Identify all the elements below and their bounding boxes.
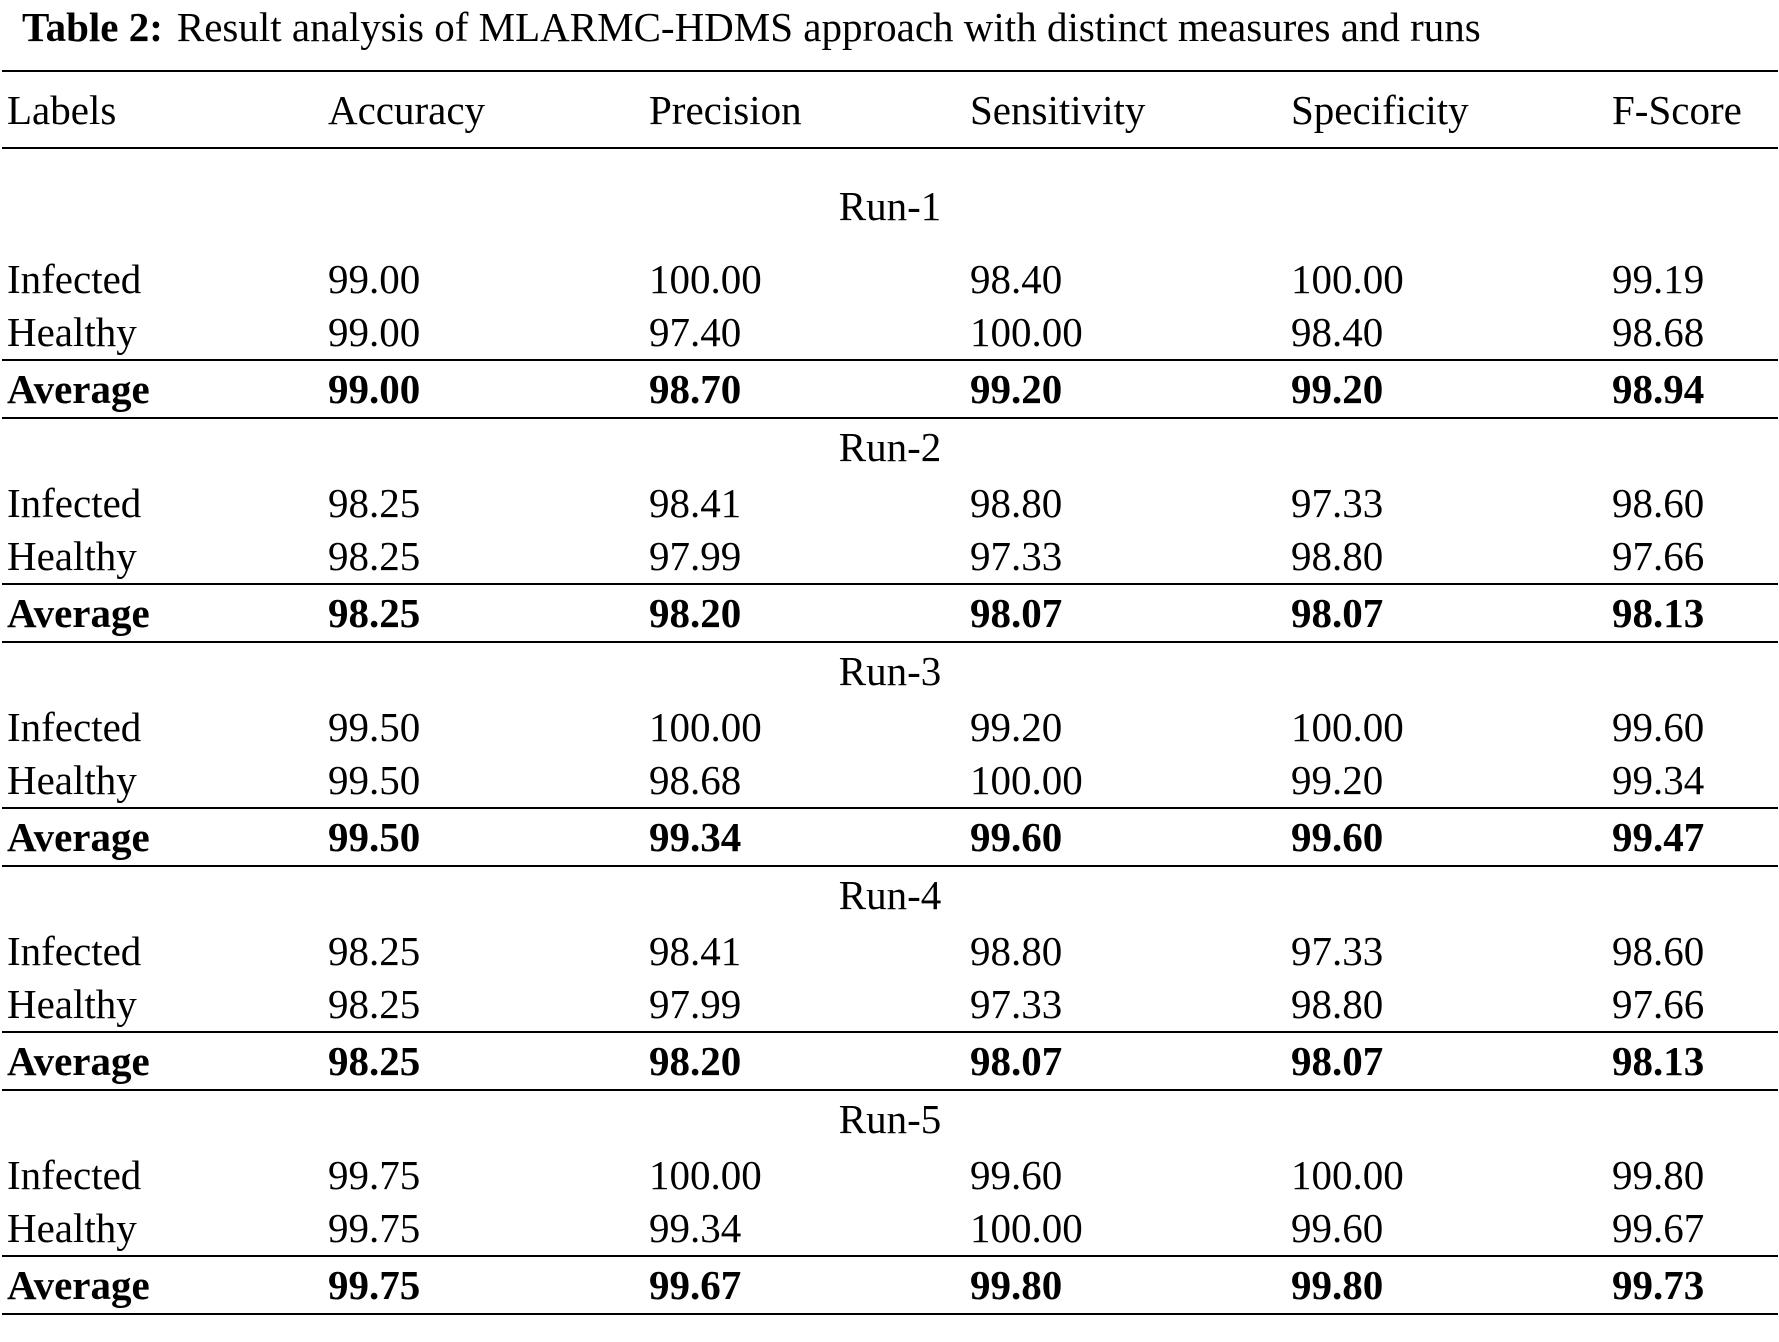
table-row — [2, 1146, 1778, 1201]
cell-specificity: 97.33 — [1291, 479, 1384, 526]
table-row — [2, 922, 1778, 977]
row-label: Healthy — [7, 533, 137, 579]
cell-f-score: 97.66 — [1612, 533, 1705, 579]
results-table — [2, 70, 1778, 1315]
cell-f-score: 98.60 — [1612, 479, 1705, 526]
table-row — [2, 753, 1778, 808]
cell-precision: 99.34 — [644, 808, 965, 866]
cell-precision: 100.00 — [649, 255, 762, 302]
cell-precision: 98.20 — [644, 1032, 965, 1090]
average-row — [2, 1032, 1778, 1090]
cell-precision: 98.68 — [649, 757, 742, 803]
cell-f-score: 98.13 — [1607, 1032, 1778, 1090]
cell-f-score: 99.80 — [1612, 1151, 1705, 1198]
cell-precision: 98.70 — [644, 360, 965, 418]
cell-sensitivity: 98.07 — [965, 1032, 1286, 1090]
cell-precision: 100.00 — [649, 703, 762, 750]
cell-sensitivity: 100.00 — [970, 1205, 1083, 1251]
run-heading: Run-5 — [838, 1095, 942, 1142]
cell-accuracy: 99.00 — [323, 360, 644, 418]
header-labels: Labels — [2, 71, 323, 148]
header-f-score: F-Score — [1607, 71, 1778, 148]
row-label: Average — [2, 1032, 323, 1090]
cell-sensitivity: 98.80 — [970, 927, 1063, 974]
run-heading-row — [2, 1090, 1778, 1146]
cell-specificity: 98.40 — [1291, 309, 1384, 355]
table-row — [2, 529, 1778, 584]
average-row — [2, 360, 1778, 418]
cell-specificity: 100.00 — [1291, 1151, 1404, 1198]
table-row — [2, 698, 1778, 753]
cell-accuracy: 99.75 — [328, 1205, 421, 1251]
table-header-row — [2, 71, 1778, 148]
cell-precision: 97.99 — [649, 533, 742, 579]
run-heading: Run-1 — [838, 182, 942, 229]
table-caption — [22, 2, 1481, 52]
cell-sensitivity: 99.60 — [965, 808, 1286, 866]
cell-specificity: 98.07 — [1286, 584, 1607, 642]
cell-accuracy: 98.25 — [323, 584, 644, 642]
table-body — [2, 148, 1778, 1314]
cell-accuracy: 98.25 — [328, 479, 421, 526]
cell-f-score: 99.60 — [1612, 703, 1705, 750]
row-label: Healthy — [7, 309, 137, 355]
table-row — [2, 1201, 1778, 1256]
cell-precision: 97.40 — [649, 309, 742, 355]
cell-sensitivity: 99.20 — [970, 703, 1063, 750]
cell-accuracy: 98.25 — [328, 533, 421, 579]
cell-f-score: 98.60 — [1612, 927, 1705, 974]
row-label: Infected — [7, 927, 142, 974]
cell-precision: 98.20 — [644, 584, 965, 642]
cell-specificity: 99.60 — [1291, 1205, 1384, 1251]
cell-accuracy: 98.25 — [328, 927, 421, 974]
cell-accuracy: 99.75 — [328, 1151, 421, 1198]
row-label: Infected — [7, 1151, 142, 1198]
average-row — [2, 584, 1778, 642]
cell-f-score: 99.34 — [1612, 757, 1705, 803]
cell-f-score: 99.73 — [1607, 1256, 1778, 1314]
cell-sensitivity: 97.33 — [970, 533, 1063, 579]
cell-accuracy: 99.00 — [328, 309, 421, 355]
cell-sensitivity: 99.20 — [965, 360, 1286, 418]
cell-precision: 97.99 — [649, 981, 742, 1027]
cell-accuracy: 99.50 — [323, 808, 644, 866]
cell-specificity: 99.20 — [1291, 757, 1384, 803]
cell-specificity: 99.60 — [1286, 808, 1607, 866]
cell-specificity: 98.80 — [1291, 533, 1384, 579]
cell-specificity: 100.00 — [1291, 703, 1404, 750]
cell-sensitivity: 99.80 — [965, 1256, 1286, 1314]
row-label: Infected — [7, 479, 142, 526]
cell-accuracy: 98.25 — [328, 981, 421, 1027]
cell-sensitivity: 97.33 — [970, 981, 1063, 1027]
run-heading: Run-3 — [838, 647, 942, 694]
run-heading-row — [2, 866, 1778, 922]
run-heading: Run-2 — [838, 423, 942, 470]
cell-precision: 100.00 — [649, 1151, 762, 1198]
cell-f-score: 98.94 — [1607, 360, 1778, 418]
cell-specificity: 97.33 — [1291, 927, 1384, 974]
cell-precision: 99.34 — [649, 1205, 742, 1251]
cell-f-score: 97.66 — [1612, 981, 1705, 1027]
row-label: Average — [2, 584, 323, 642]
cell-specificity: 99.80 — [1286, 1256, 1607, 1314]
cell-specificity: 100.00 — [1291, 255, 1404, 302]
table-row — [2, 305, 1778, 360]
table-row — [2, 250, 1778, 305]
cell-sensitivity: 99.60 — [970, 1151, 1063, 1198]
header-specificity: Specificity — [1286, 71, 1607, 148]
run-heading-row — [2, 642, 1778, 698]
run-heading-row — [2, 418, 1778, 474]
header-accuracy: Accuracy — [323, 71, 644, 148]
row-label: Average — [2, 808, 323, 866]
header-precision: Precision — [644, 71, 965, 148]
cell-specificity: 98.07 — [1286, 1032, 1607, 1090]
cell-f-score: 99.67 — [1612, 1205, 1705, 1251]
cell-f-score: 99.19 — [1612, 255, 1705, 302]
cell-sensitivity: 100.00 — [970, 309, 1083, 355]
average-row — [2, 808, 1778, 866]
caption-text: Result analysis of MLARMC-HDMS approach with distinct measures and runs — [176, 4, 1481, 50]
cell-sensitivity: 100.00 — [970, 757, 1083, 803]
average-row — [2, 1256, 1778, 1314]
cell-accuracy: 99.50 — [328, 757, 421, 803]
run-heading: Run-4 — [838, 871, 942, 918]
cell-precision: 98.41 — [649, 927, 742, 974]
table-row — [2, 474, 1778, 529]
cell-precision: 99.67 — [644, 1256, 965, 1314]
row-label: Healthy — [7, 981, 137, 1027]
row-label: Average — [2, 360, 323, 418]
cell-f-score: 98.68 — [1612, 309, 1705, 355]
cell-accuracy: 99.00 — [328, 255, 421, 302]
row-label: Infected — [7, 703, 142, 750]
run-heading-row — [2, 148, 1778, 250]
row-label: Infected — [7, 255, 142, 302]
cell-specificity: 99.20 — [1286, 360, 1607, 418]
cell-accuracy: 98.25 — [323, 1032, 644, 1090]
cell-specificity: 98.80 — [1291, 981, 1384, 1027]
row-label: Average — [2, 1256, 323, 1314]
row-label: Healthy — [7, 757, 137, 803]
cell-accuracy: 99.50 — [328, 703, 421, 750]
caption-label: Table 2: — [22, 4, 163, 50]
cell-f-score: 98.13 — [1607, 584, 1778, 642]
row-label: Healthy — [7, 1205, 137, 1251]
cell-sensitivity: 98.40 — [970, 255, 1063, 302]
cell-accuracy: 99.75 — [323, 1256, 644, 1314]
cell-f-score: 99.47 — [1607, 808, 1778, 866]
cell-sensitivity: 98.80 — [970, 479, 1063, 526]
cell-sensitivity: 98.07 — [965, 584, 1286, 642]
cell-precision: 98.41 — [649, 479, 742, 526]
table-row — [2, 977, 1778, 1032]
header-sensitivity: Sensitivity — [965, 71, 1286, 148]
